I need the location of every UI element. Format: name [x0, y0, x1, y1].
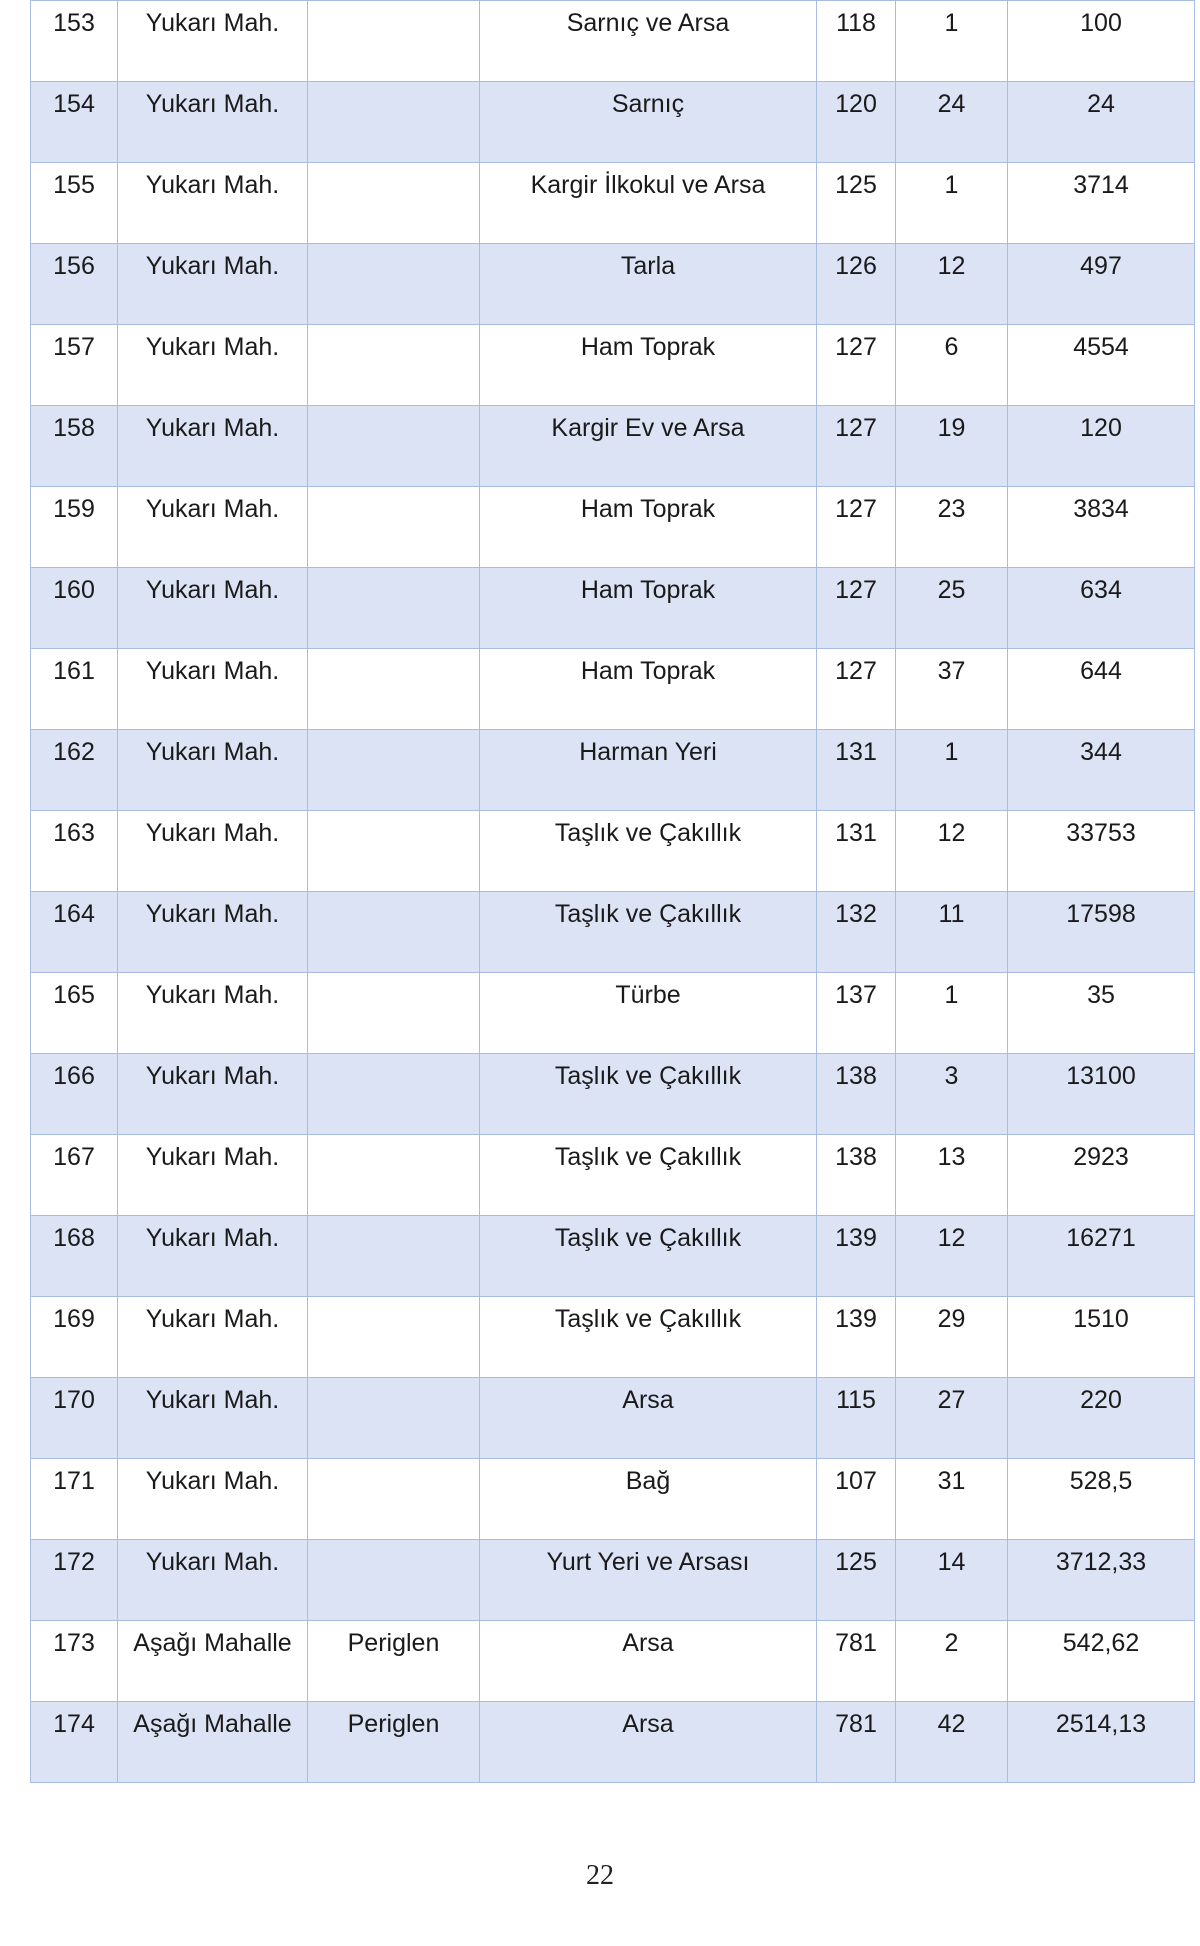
area-cell: 634: [1008, 568, 1195, 649]
block-number-cell: 131: [817, 730, 896, 811]
table-row: [31, 649, 1195, 730]
block-number-cell: 126: [817, 244, 896, 325]
table-row: [31, 1702, 1195, 1783]
table-row: [31, 487, 1195, 568]
neighborhood-cell: Yukarı Mah.: [118, 1459, 308, 1540]
property-type-cell: Tarla: [480, 244, 817, 325]
block-number-cell: 115: [817, 1378, 896, 1459]
row-number-cell: 154: [31, 82, 118, 163]
locality-cell: [308, 1216, 480, 1297]
locality-cell: [308, 1459, 480, 1540]
table-row: [31, 325, 1195, 406]
row-number-cell: 165: [31, 973, 118, 1054]
table-row: [31, 973, 1195, 1054]
neighborhood-cell: Yukarı Mah.: [118, 730, 308, 811]
property-type-cell: Arsa: [480, 1702, 817, 1783]
neighborhood-cell: Yukarı Mah.: [118, 1297, 308, 1378]
block-number-cell: 118: [817, 1, 896, 82]
property-type-cell: Arsa: [480, 1621, 817, 1702]
block-number-cell: 132: [817, 892, 896, 973]
row-number-cell: 155: [31, 163, 118, 244]
table-row: [31, 163, 1195, 244]
area-cell: 35: [1008, 973, 1195, 1054]
neighborhood-cell: Yukarı Mah.: [118, 1135, 308, 1216]
locality-cell: [308, 406, 480, 487]
area-cell: 100: [1008, 1, 1195, 82]
parcel-number-cell: 3: [896, 1054, 1008, 1135]
locality-cell: [308, 568, 480, 649]
area-cell: 528,5: [1008, 1459, 1195, 1540]
area-cell: 16271: [1008, 1216, 1195, 1297]
property-type-cell: Ham Toprak: [480, 325, 817, 406]
block-number-cell: 127: [817, 406, 896, 487]
area-cell: 4554: [1008, 325, 1195, 406]
locality-cell: [308, 730, 480, 811]
locality-cell: [308, 487, 480, 568]
neighborhood-cell: Yukarı Mah.: [118, 163, 308, 244]
property-type-cell: Sarnıç: [480, 82, 817, 163]
block-number-cell: 127: [817, 325, 896, 406]
row-number-cell: 163: [31, 811, 118, 892]
area-cell: 33753: [1008, 811, 1195, 892]
row-number-cell: 159: [31, 487, 118, 568]
table-row: [31, 1378, 1195, 1459]
row-number-cell: 171: [31, 1459, 118, 1540]
property-type-cell: Yurt Yeri ve Arsası: [480, 1540, 817, 1621]
locality-cell: [308, 1135, 480, 1216]
neighborhood-cell: Yukarı Mah.: [118, 1216, 308, 1297]
area-cell: 542,62: [1008, 1621, 1195, 1702]
parcel-number-cell: 23: [896, 487, 1008, 568]
parcel-number-cell: 19: [896, 406, 1008, 487]
area-cell: 2514,13: [1008, 1702, 1195, 1783]
neighborhood-cell: Aşağı Mahalle: [118, 1702, 308, 1783]
property-type-cell: Bağ: [480, 1459, 817, 1540]
property-type-cell: Ham Toprak: [480, 568, 817, 649]
area-cell: 3834: [1008, 487, 1195, 568]
locality-cell: [308, 1540, 480, 1621]
parcel-table: [30, 0, 1195, 1783]
block-number-cell: 127: [817, 649, 896, 730]
property-type-cell: Sarnıç ve Arsa: [480, 1, 817, 82]
row-number-cell: 161: [31, 649, 118, 730]
table-row: [31, 1135, 1195, 1216]
locality-cell: [308, 1, 480, 82]
table-row: [31, 1459, 1195, 1540]
block-number-cell: 781: [817, 1702, 896, 1783]
row-number-cell: 173: [31, 1621, 118, 1702]
table-row: [31, 811, 1195, 892]
parcel-number-cell: 6: [896, 325, 1008, 406]
neighborhood-cell: Yukarı Mah.: [118, 1, 308, 82]
neighborhood-cell: Yukarı Mah.: [118, 487, 308, 568]
area-cell: 3712,33: [1008, 1540, 1195, 1621]
block-number-cell: 125: [817, 1540, 896, 1621]
property-type-cell: Taşlık ve Çakıllık: [480, 1297, 817, 1378]
row-number-cell: 168: [31, 1216, 118, 1297]
parcel-number-cell: 13: [896, 1135, 1008, 1216]
locality-cell: [308, 973, 480, 1054]
row-number-cell: 174: [31, 1702, 118, 1783]
neighborhood-cell: Yukarı Mah.: [118, 1540, 308, 1621]
property-type-cell: Arsa: [480, 1378, 817, 1459]
neighborhood-cell: Yukarı Mah.: [118, 649, 308, 730]
property-type-cell: Ham Toprak: [480, 487, 817, 568]
property-type-cell: Türbe: [480, 973, 817, 1054]
parcel-number-cell: 14: [896, 1540, 1008, 1621]
area-cell: 1510: [1008, 1297, 1195, 1378]
parcel-number-cell: 1: [896, 163, 1008, 244]
table-row: [31, 82, 1195, 163]
area-cell: 644: [1008, 649, 1195, 730]
block-number-cell: 120: [817, 82, 896, 163]
locality-cell: [308, 325, 480, 406]
block-number-cell: 131: [817, 811, 896, 892]
area-cell: 13100: [1008, 1054, 1195, 1135]
locality-cell: [308, 649, 480, 730]
neighborhood-cell: Yukarı Mah.: [118, 244, 308, 325]
neighborhood-cell: Yukarı Mah.: [118, 1378, 308, 1459]
area-cell: 120: [1008, 406, 1195, 487]
area-cell: 220: [1008, 1378, 1195, 1459]
table-body: [31, 1, 1195, 1783]
neighborhood-cell: Yukarı Mah.: [118, 973, 308, 1054]
row-number-cell: 172: [31, 1540, 118, 1621]
locality-cell: [308, 1297, 480, 1378]
locality-cell: [308, 82, 480, 163]
locality-cell: [308, 1054, 480, 1135]
row-number-cell: 158: [31, 406, 118, 487]
property-type-cell: Kargir İlkokul ve Arsa: [480, 163, 817, 244]
row-number-cell: 167: [31, 1135, 118, 1216]
property-type-cell: Taşlık ve Çakıllık: [480, 1135, 817, 1216]
row-number-cell: 170: [31, 1378, 118, 1459]
table-row: [31, 1540, 1195, 1621]
parcel-number-cell: 37: [896, 649, 1008, 730]
block-number-cell: 125: [817, 163, 896, 244]
row-number-cell: 164: [31, 892, 118, 973]
parcel-number-cell: 1: [896, 1, 1008, 82]
row-number-cell: 160: [31, 568, 118, 649]
property-type-cell: Taşlık ve Çakıllık: [480, 811, 817, 892]
page-number: 22: [586, 1860, 614, 1891]
parcel-number-cell: 12: [896, 1216, 1008, 1297]
locality-cell: [308, 811, 480, 892]
table-row: [31, 568, 1195, 649]
table-row: [31, 244, 1195, 325]
table-row: [31, 1216, 1195, 1297]
row-number-cell: 157: [31, 325, 118, 406]
neighborhood-cell: Yukarı Mah.: [118, 892, 308, 973]
block-number-cell: 139: [817, 1297, 896, 1378]
parcel-number-cell: 12: [896, 244, 1008, 325]
area-cell: 17598: [1008, 892, 1195, 973]
row-number-cell: 162: [31, 730, 118, 811]
locality-cell: [308, 244, 480, 325]
row-number-cell: 153: [31, 1, 118, 82]
row-number-cell: 166: [31, 1054, 118, 1135]
locality-cell: Periglen: [308, 1621, 480, 1702]
parcel-number-cell: 31: [896, 1459, 1008, 1540]
table-row: [31, 730, 1195, 811]
locality-cell: [308, 163, 480, 244]
area-cell: 3714: [1008, 163, 1195, 244]
parcel-table-container: [30, 0, 1194, 1783]
table-row: [31, 406, 1195, 487]
property-type-cell: Harman Yeri: [480, 730, 817, 811]
area-cell: 344: [1008, 730, 1195, 811]
block-number-cell: 138: [817, 1135, 896, 1216]
table-row: [31, 892, 1195, 973]
block-number-cell: 127: [817, 568, 896, 649]
parcel-number-cell: 12: [896, 811, 1008, 892]
parcel-number-cell: 27: [896, 1378, 1008, 1459]
locality-cell: [308, 1378, 480, 1459]
property-type-cell: Kargir Ev ve Arsa: [480, 406, 817, 487]
property-type-cell: Ham Toprak: [480, 649, 817, 730]
property-type-cell: Taşlık ve Çakıllık: [480, 1216, 817, 1297]
area-cell: 24: [1008, 82, 1195, 163]
property-type-cell: Taşlık ve Çakıllık: [480, 1054, 817, 1135]
locality-cell: Periglen: [308, 1702, 480, 1783]
row-number-cell: 156: [31, 244, 118, 325]
locality-cell: [308, 892, 480, 973]
parcel-number-cell: 24: [896, 82, 1008, 163]
table-row: [31, 1, 1195, 82]
table-row: [31, 1297, 1195, 1378]
neighborhood-cell: Yukarı Mah.: [118, 568, 308, 649]
area-cell: 2923: [1008, 1135, 1195, 1216]
neighborhood-cell: Yukarı Mah.: [118, 1054, 308, 1135]
row-number-cell: 169: [31, 1297, 118, 1378]
parcel-number-cell: 1: [896, 730, 1008, 811]
block-number-cell: 107: [817, 1459, 896, 1540]
area-cell: 497: [1008, 244, 1195, 325]
neighborhood-cell: Yukarı Mah.: [118, 811, 308, 892]
parcel-number-cell: 29: [896, 1297, 1008, 1378]
parcel-number-cell: 2: [896, 1621, 1008, 1702]
parcel-number-cell: 42: [896, 1702, 1008, 1783]
block-number-cell: 137: [817, 973, 896, 1054]
neighborhood-cell: Yukarı Mah.: [118, 82, 308, 163]
neighborhood-cell: Yukarı Mah.: [118, 406, 308, 487]
parcel-number-cell: 11: [896, 892, 1008, 973]
parcel-number-cell: 25: [896, 568, 1008, 649]
neighborhood-cell: Aşağı Mahalle: [118, 1621, 308, 1702]
table-row: [31, 1054, 1195, 1135]
property-type-cell: Taşlık ve Çakıllık: [480, 892, 817, 973]
neighborhood-cell: Yukarı Mah.: [118, 325, 308, 406]
block-number-cell: 139: [817, 1216, 896, 1297]
block-number-cell: 781: [817, 1621, 896, 1702]
block-number-cell: 127: [817, 487, 896, 568]
table-row: [31, 1621, 1195, 1702]
parcel-number-cell: 1: [896, 973, 1008, 1054]
block-number-cell: 138: [817, 1054, 896, 1135]
